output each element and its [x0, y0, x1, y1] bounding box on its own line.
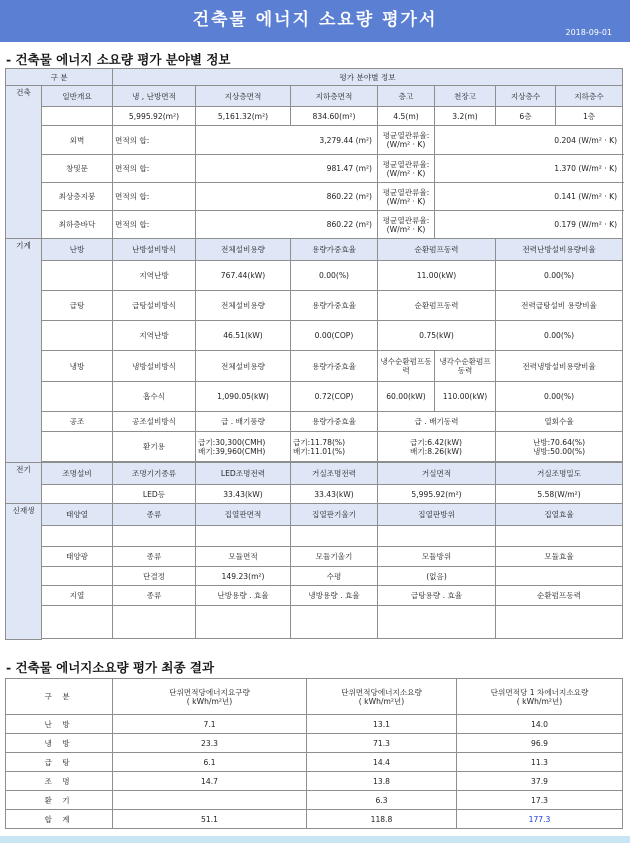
val-hvac-area: 5,995.92(m²) [113, 107, 196, 126]
hdr-type: 종류 [113, 547, 196, 567]
aircon-label: 공조 [42, 412, 113, 432]
recovery-heating: 난방:70.64(%) [532, 437, 586, 447]
result-row-cooling [6, 734, 623, 753]
val-floor-height: 4.5(m) [378, 107, 435, 126]
hdr-above-floors: 지상층수 [496, 86, 556, 107]
footer-bar [0, 836, 630, 843]
hdr-energy-use: 단위면적당에너지소요량 ( kWh/m²년) [307, 679, 457, 715]
hdr-type: 종류 [113, 504, 196, 526]
row-label: 냉 방 [6, 734, 113, 753]
hdr-elec-hw-ratio: 전력급탕설비 용량비율 [496, 291, 623, 321]
hdr-total-capacity: 전체설비용량 [196, 351, 291, 382]
area-sum-label: 면적의 합: [113, 126, 196, 155]
pv-tilt: 수평 [291, 567, 378, 586]
hdr-elec-cool-ratio: 전력냉방설비용량비율 [496, 351, 623, 382]
hotwater-value-row [6, 321, 623, 351]
lighting-type: LED등 [113, 485, 196, 504]
row-label: 환 기 [6, 791, 113, 810]
area-sum-value: 860.22 (m²) [196, 183, 378, 211]
hdr-weighted-eff: 용량가중효율 [291, 239, 378, 261]
area-sum-label: 면적의 합: [113, 183, 196, 211]
hdr-below-area: 지하층면적 [291, 86, 378, 107]
hdr-gubun: 구 분 [6, 679, 113, 715]
u-unit: (W/m² · K) [386, 140, 426, 149]
col-field-info: 평가 분야별 정보 [113, 69, 623, 86]
val-below-floors: 1층 [556, 107, 623, 126]
u-unit: (W/m² · K) [386, 224, 426, 234]
use-value: 14.4 [307, 753, 457, 772]
heating-value-row [6, 261, 623, 291]
envelope-row-roof [6, 183, 623, 211]
col-gubun: 구 분 [6, 69, 113, 86]
primary-value: 17.3 [457, 791, 623, 810]
envelope-row-wall [6, 126, 623, 155]
hdr-pump-power: 순환펌프동력 [378, 291, 496, 321]
hdr-floor-height: 층고 [378, 86, 435, 107]
primary-value: 11.3 [457, 753, 623, 772]
report-title: 건축물 에너지 소요량 평가서 [192, 10, 438, 30]
section2-title: - 건축물 에너지소요량 평가 최종 결과 [6, 660, 215, 675]
hdr-room-area: 거실면적 [378, 463, 496, 485]
u-value: 0.204 (W/m² · K) [435, 126, 623, 155]
building-overview-label: 일반개요 [42, 86, 113, 107]
u-value: 0.179 (W/m² · K) [435, 211, 623, 239]
heating-pump: 11.00(kW) [378, 261, 496, 291]
hdr-type: 종류 [113, 586, 196, 606]
exhaust-power: 배기:8.26(kW) [410, 446, 462, 456]
report-header [0, 0, 630, 42]
hdr-collector-area: 집열판면적 [196, 504, 291, 526]
hdr-energy-demand: 단위면적당에너지요구량 ( kWh/m²년) [113, 679, 307, 715]
heating-system: 지역난방 [113, 261, 196, 291]
demand-value [113, 791, 307, 810]
hdr-below-floors: 지하층수 [556, 86, 623, 107]
envelope-name: 최상층지붕 [42, 183, 113, 211]
hdr-hotwater-capacity-eff: 급탕용량 . 효율 [378, 586, 496, 606]
pv-label: 태양광 [42, 547, 113, 567]
cooling-value-row [6, 382, 623, 412]
hdr-cw-pump: 냉각수순환펌프동력 [435, 351, 496, 382]
cooling-chw-pump: 60.00(kW) [378, 382, 435, 412]
heating-label: 난방 [42, 239, 113, 261]
hotwater-ratio: 0.00(%) [496, 321, 623, 351]
lighting-value-row [6, 485, 623, 504]
area-sum-value: 981.47 (m²) [196, 155, 378, 183]
row-label: 급 탕 [6, 753, 113, 772]
hdr-fan-power: 급 . 배기동력 [378, 412, 496, 432]
area-sum-value: 860.22 (m²) [196, 211, 378, 239]
room-lighting-power: 33.43(kW) [291, 485, 378, 504]
u-label: 평균열관류율: [382, 215, 430, 225]
cat-electrical: 전기 [6, 463, 42, 504]
hdr-weighted-eff: 용량가중효율 [291, 291, 378, 321]
hotwater-eff: 0.00(COP) [291, 321, 378, 351]
result-header-row [6, 679, 623, 715]
building-value-row [6, 107, 623, 126]
led-power: 33.43(kW) [196, 485, 291, 504]
hotwater-label: 급탕 [42, 291, 113, 321]
solar-thermal-header-row [6, 504, 623, 526]
hdr-above-area: 지상층면적 [196, 86, 291, 107]
primary-value-highlight: 177.3 [457, 810, 623, 829]
pv-area: 149.23(m²) [196, 567, 291, 586]
area-sum-value: 3,279.44 (m²) [196, 126, 378, 155]
hdr-collector-tilt: 집열판기울기 [291, 504, 378, 526]
hdr-heat-recovery: 열회수율 [496, 412, 623, 432]
hdr-hotwater-system: 급탕설비방식 [113, 291, 196, 321]
result-row-hotwater [6, 753, 623, 772]
final-result-table [5, 678, 623, 829]
aircon-flow [196, 432, 291, 462]
primary-value: 96.9 [457, 734, 623, 753]
u-label-cell [378, 126, 435, 155]
u-value: 0.141 (W/m² · K) [435, 183, 623, 211]
envelope-name: 외벽 [42, 126, 113, 155]
envelope-name: 창및문 [42, 155, 113, 183]
hdr-heating-system: 난방설비방식 [113, 239, 196, 261]
hdr-pump-power: 순환펌프동력 [378, 239, 496, 261]
field-info-table [5, 68, 623, 640]
pv-azimuth: (없음) [378, 567, 496, 586]
hdr-pump-power: 순환펌프동력 [496, 586, 623, 606]
hdr-aircon-system: 공조설비방식 [113, 412, 196, 432]
use-value: 13.1 [307, 715, 457, 734]
use-value: 6.3 [307, 791, 457, 810]
hotwater-system: 지역난방 [113, 321, 196, 351]
u-label: 평균열관류율: [382, 187, 430, 197]
section1-title: - 건축물 에너지 소요량 평가 분야별 정보 [6, 52, 231, 67]
room-area: 5,995.92(m²) [378, 485, 496, 504]
supply-flow: 급기:30,300(CMH) [198, 437, 266, 447]
cooling-system: 흡수식 [113, 382, 196, 412]
aircon-eff [291, 432, 378, 462]
hdr-cooling-capacity-eff: 냉방용량 . 효율 [291, 586, 378, 606]
building-header-row [6, 86, 623, 107]
row-label: 조 명 [6, 772, 113, 791]
row-label: 난 방 [6, 715, 113, 734]
primary-value: 14.0 [457, 715, 623, 734]
hdr-room-lighting-power: 거실조명전력 [291, 463, 378, 485]
hdr-module-tilt: 모듈기울기 [291, 547, 378, 567]
hdr-total-capacity: 전체설비용량 [196, 291, 291, 321]
supply-power: 급기:6.42(kW) [410, 437, 462, 447]
demand-value: 7.1 [113, 715, 307, 734]
pv-header-row [6, 547, 623, 567]
report-date: 2018-09-01 [565, 28, 612, 37]
envelope-row-window [6, 155, 623, 183]
hdr-lighting-type: 조명기기종류 [113, 463, 196, 485]
cat-mechanical: 기계 [6, 239, 42, 463]
u-label: 평균열관류율: [382, 159, 430, 169]
hdr-elec-ratio: 전력난방설비용량비율 [496, 239, 623, 261]
solar-thermal-label: 태양열 [42, 504, 113, 526]
cat-renewable: 신재생 [6, 504, 42, 640]
val-above-area: 5,161.32(m²) [196, 107, 291, 126]
hdr-cooling-system: 냉방설비방식 [113, 351, 196, 382]
hdr-weighted-eff: 용량가중효율 [291, 412, 378, 432]
cooling-eff: 0.72(COP) [291, 382, 378, 412]
use-value: 13.8 [307, 772, 457, 791]
supply-eff: 급기:11.78(%) [293, 437, 346, 447]
lighting-label: 조명설비 [42, 463, 113, 485]
demand-value: 23.3 [113, 734, 307, 753]
u-label-cell [378, 211, 435, 239]
exhaust-flow: 배기:39,960(CMH) [198, 446, 266, 456]
heating-header-row [6, 239, 623, 261]
envelope-name: 최하층바닥 [42, 211, 113, 239]
hotwater-capacity: 46.51(kW) [196, 321, 291, 351]
result-row-heating [6, 715, 623, 734]
cooling-header-row [6, 351, 623, 382]
u-unit: (W/m² · K) [386, 168, 426, 178]
hdr-ceiling-height: 천장고 [435, 86, 496, 107]
u-unit: (W/m² · K) [386, 196, 426, 206]
val-ceiling-height: 3.2(m) [435, 107, 496, 126]
demand-value: 14.7 [113, 772, 307, 791]
cooling-cw-pump: 110.00(kW) [435, 382, 496, 412]
hdr-led-power: LED조명전력 [196, 463, 291, 485]
u-label: 평균열관류율: [382, 131, 430, 140]
cooling-capacity: 1,090.05(kW) [196, 382, 291, 412]
hdr-collector-eff: 집열효율 [496, 504, 623, 526]
hdr-collector-azimuth: 집열판방위 [378, 504, 496, 526]
hdr-primary-energy: 단위면적당 1 차에너지소요량 ( kWh/m²년) [457, 679, 623, 715]
hdr-airflow: 급 . 배기풍량 [196, 412, 291, 432]
hdr-chw-pump: 냉수순환펌프동력 [378, 351, 435, 382]
hotwater-header-row [6, 291, 623, 321]
aircon-header-row [6, 412, 623, 432]
hdr-module-area: 모듈면적 [196, 547, 291, 567]
aircon-value-row [6, 432, 623, 462]
hdr-total-capacity: 전체설비용량 [196, 239, 291, 261]
val-above-floors: 6층 [496, 107, 556, 126]
area-sum-label: 면적의 합: [113, 211, 196, 239]
result-row-total [6, 810, 623, 829]
lighting-density: 5.58(W/m²) [496, 485, 623, 504]
geothermal-header-row [6, 586, 623, 606]
heating-eff: 0.00(%) [291, 261, 378, 291]
result-row-lighting [6, 772, 623, 791]
area-sum-label: 면적의 합: [113, 155, 196, 183]
recovery-cooling: 냉방:50.00(%) [532, 446, 586, 456]
aircon-power [378, 432, 496, 462]
aircon-recovery [496, 432, 623, 462]
pv-value-row [6, 567, 623, 586]
exhaust-eff: 배기:11.01(%) [293, 446, 346, 456]
cat-building: 건축 [6, 86, 42, 239]
cooling-ratio: 0.00(%) [496, 382, 623, 412]
hotwater-pump: 0.75(kW) [378, 321, 496, 351]
u-label-cell [378, 183, 435, 211]
geothermal-label: 지열 [42, 586, 113, 606]
hdr-weighted-eff: 용량가중효율 [291, 351, 378, 382]
lighting-header-row [6, 463, 623, 485]
u-value: 1.370 (W/m² · K) [435, 155, 623, 183]
pv-type: 단결정 [113, 567, 196, 586]
u-label-cell [378, 155, 435, 183]
envelope-row-floor [6, 211, 623, 239]
demand-value: 6.1 [113, 753, 307, 772]
use-value: 118.8 [307, 810, 457, 829]
val-below-area: 834.60(m²) [291, 107, 378, 126]
hdr-module-azimuth: 모듈방위 [378, 547, 496, 567]
hdr-hvac-area: 냉 , 난방면적 [113, 86, 196, 107]
hdr-lighting-density: 거실조명밀도 [496, 463, 623, 485]
row-label: 합 계 [6, 810, 113, 829]
hdr-heating-capacity-eff: 난방용량 . 효율 [196, 586, 291, 606]
cooling-label: 냉방 [42, 351, 113, 382]
aircon-type: 환기용 [113, 432, 196, 462]
use-value: 71.3 [307, 734, 457, 753]
hdr-module-eff: 모듈효율 [496, 547, 623, 567]
primary-value: 37.9 [457, 772, 623, 791]
heating-ratio: 0.00(%) [496, 261, 623, 291]
result-row-ventilation [6, 791, 623, 810]
demand-value: 51.1 [113, 810, 307, 829]
heating-capacity: 767.44(kW) [196, 261, 291, 291]
